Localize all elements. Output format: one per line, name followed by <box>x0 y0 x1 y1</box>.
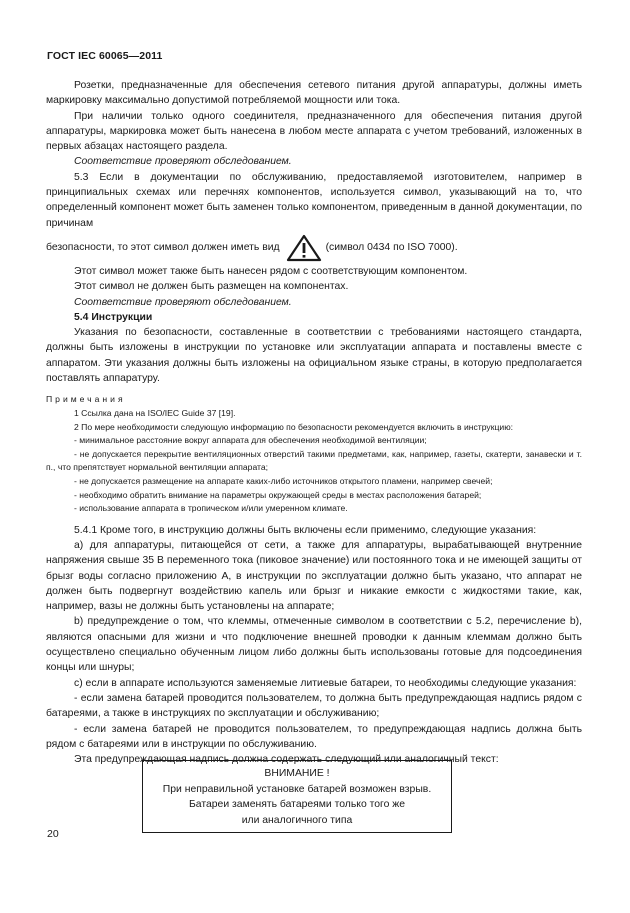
page-content <box>46 78 582 767</box>
note-item: 1 Ссылка дана на ISO/IEC Guide 37 [19]. <box>74 407 236 418</box>
note-list-item: - необходимо обратить внимание на параметры окружающей среды в местах расположения батарей; <box>74 489 482 500</box>
note-list-item: - не допускается перекрытие вентиляционных отверстий такими предметами, как, например, газеты, скатерти, занавески и т. п., что препятствует нормальной вентиляции аппарата; <box>46 448 582 473</box>
notes-title: Примечания <box>46 394 126 405</box>
paragraph: (символ 0434 по ISO 7000). <box>325 242 458 254</box>
note-list-item: - использование аппарата в тропическом и/или умеренном климате. <box>74 503 348 514</box>
list-item-c: c) если в аппарате используются заменяемые литиевые батареи, то необходимы следующие указания: <box>74 677 577 689</box>
list-item-a: a) для аппаратуры, питающейся от сети, а также для аппаратуры, вырабатывающей внутренние напряжения свыше 35 В переменного тока (пиковое значение) или постоянного тока и не имеющей защиты от брызг воды согласно приложению А, в инструкции по эксплуатации должно быть указано, что аппарат не должен быть подвергнут воздействию капель или брызг и никакие емкости с жидкостями такие, как, например, вазы не должны быть установлены на аппарате; <box>46 539 582 613</box>
warning-title: ВНИМАНИЕ ! <box>264 768 330 779</box>
note-list-item: - минимальное расстояние вокруг аппарата для обеспечения необходимой вентиляции; <box>74 435 427 446</box>
warning-triangle-icon <box>286 234 322 262</box>
clause-5-4-1: 5.4.1 Кроме того, в инструкцию должны быть включены если применимо, следующие указания: <box>74 524 537 536</box>
compliance-note: Соответствие проверяют обследованием. <box>74 296 292 308</box>
paragraph: безопасности, то этот символ должен иметь вид <box>46 242 280 254</box>
note-item: 2 По мере необходимости следующую информацию по безопасности рекомендуется включить в инструкцию: <box>74 421 514 432</box>
paragraph: Розетки, предназначенные для обеспечения сетевого питания другой аппаратуры, должны иметь маркировку максимально допустимой потребляемой мощности или тока. <box>46 80 582 107</box>
paragraph: Этот символ не должен быть размещен на компонентах. <box>74 281 349 293</box>
paragraph: Этот символ может также быть нанесен рядом с соответствующим компонентом. <box>74 265 468 277</box>
warning-text: или аналогичного типа <box>241 814 353 826</box>
paragraph: При наличии только одного соединителя, предназначенного для обеспечения питания другой аппаратуры, маркировка может быть нанесена в любом месте аппарата с учетом требований, изложенных в первых абзацах настоящего раздела. <box>46 110 582 153</box>
note-list-item: - не допускается размещение на аппарате каких-либо источников открытого пламени, например свечей; <box>74 475 493 486</box>
notes-block <box>46 393 582 515</box>
paragraph: Указания по безопасности, составленные в соответствии с требованиями настоящего стандарта, должны быть изложены в инструкции по установке или эксплуатации аппарата и поставлены вместе с аппаратом. Эти указания должны быть изложены на официальном языке страны, в которую предполагается поставлять аппаратуру. <box>46 327 582 385</box>
section-title: 5.4 Инструкции <box>74 311 153 323</box>
list-item-b: b) предупреждение о том, что клеммы, отмеченные символом в соответствии с 5.2, перечисление b), являются опасными для жизни и что подключение внешней проводки к данным клеммам должно быть осуществлено специально обученным лицом либо должны быть использованы готовые для подсоединения концы или шнуры; <box>46 616 582 674</box>
warning-box <box>142 760 452 833</box>
list-subitem: - если замена батарей проводится пользователем, то должна быть предупреждающая надпись рядом с батареями, а также в инструкциях по эксплуатации и обслуживанию; <box>46 692 582 720</box>
list-subitem: - если замена батарей не проводится пользователем, то предупреждающая надпись должна быть рядом с батареями или в инструкции по обслуживанию. <box>46 723 582 750</box>
clause-5-3: 5.3 Если в документации по обслуживанию, предоставляемой изготовителем, например в принципиальных схемах или перечнях компонентов, используется символ, указывающий на то, что определенный компонент может быть заменен только компонентом, приведенным в данной документации, по причинам <box>46 171 582 229</box>
symbol-line <box>46 234 582 262</box>
warning-text: При неправильной установке батарей возможен взрыв. <box>162 783 432 795</box>
paragraph: Эта предупреждающая надпись должна содержать следующий или аналогичный текст: <box>74 754 499 766</box>
page-number: 20 <box>47 828 59 840</box>
document-header: ГОСТ IEC 60065—2011 <box>47 50 163 62</box>
warning-text: Батареи заменять батареями только того же <box>188 799 405 811</box>
compliance-note: Соответствие проверяют обследованием. <box>74 156 292 168</box>
